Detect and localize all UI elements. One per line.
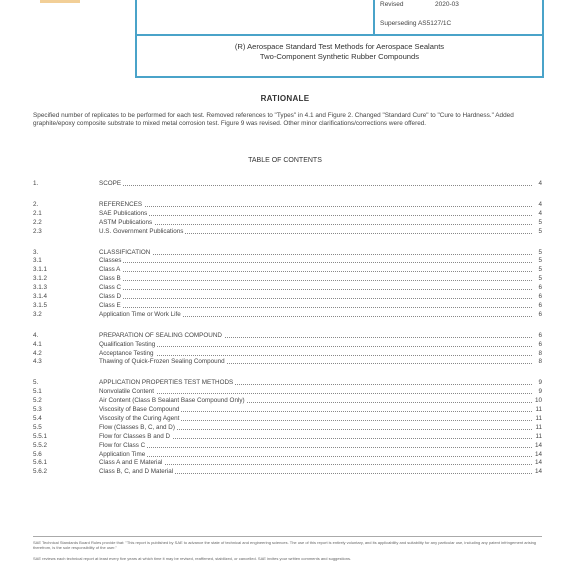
- revised-label: Revised: [380, 1, 404, 8]
- toc-entry[interactable]: [33, 302, 542, 310]
- toc-leader-dots: [99, 355, 532, 356]
- toc-entry[interactable]: [33, 406, 542, 414]
- toc-entry-number: 3.1.3: [33, 284, 48, 292]
- toc-entry-page: 5: [538, 275, 542, 283]
- toc-entry-title: Classes: [99, 257, 122, 265]
- toc-leader-dots: [99, 262, 532, 263]
- toc-entry-title: Nonvolatile Content: [99, 388, 154, 396]
- toc-entry-number: 2.3: [33, 227, 42, 235]
- toc-leader-dots: [99, 307, 532, 308]
- toc-entry-number: 3.1.5: [33, 301, 48, 309]
- toc-entry-page: 11: [535, 432, 542, 440]
- toc-entry-number: 4.3: [33, 358, 42, 366]
- toc-entry-page: 11: [535, 423, 542, 431]
- toc-entry[interactable]: [33, 379, 542, 387]
- toc-entry-page: 10: [534, 397, 542, 405]
- toc-entry-page: 11: [535, 414, 542, 422]
- rationale-text: Specified number of replicates to be performed for each test. Removed references to "Types" in 4.1 and Figure 2. Changed "Standard Cure" to "Cure to Hardness." Added graphite/epoxy composite substrate to mixed metal corrosion test. Figure 9 was revised. Other minor clarifications/corrections were offered.: [33, 112, 514, 128]
- toc-entry[interactable]: [33, 358, 542, 366]
- toc-leader-dots: [99, 289, 532, 290]
- toc-entry-title: Class B, C, and D Material: [99, 468, 174, 476]
- toc-entry-title: Viscosity of the Curing Agent: [99, 414, 180, 422]
- toc-entry-number: 5.5.1: [33, 432, 48, 440]
- toc-entry-page: 6: [538, 331, 542, 339]
- toc-entry-number: 2.1: [33, 209, 42, 217]
- toc-entry-title: REFERENCES: [99, 200, 143, 208]
- toc-entry-number: 3.1.1: [33, 266, 48, 274]
- toc-entry-number: 3.1: [33, 257, 42, 265]
- toc-entry-title: ASTM Publications: [99, 218, 153, 226]
- toc-leader-dots: [99, 185, 532, 186]
- toc-entry-page: 5: [538, 257, 542, 265]
- toc-entry-title: Class C: [99, 284, 122, 292]
- toc-entry-number: 4.1: [33, 340, 42, 348]
- toc-entry-page: 4: [538, 200, 542, 208]
- toc-entry-page: 9: [538, 379, 542, 387]
- toc-entry-title: Acceptance Testing: [99, 349, 154, 357]
- toc-leader-dots: [99, 456, 532, 457]
- toc-entry-page: 5: [538, 248, 542, 256]
- toc-entry[interactable]: [33, 459, 542, 467]
- toc-entry-number: 5.3: [33, 406, 42, 413]
- toc-entry-page: 4: [538, 209, 542, 217]
- toc-entry-title: Class D: [99, 293, 122, 300]
- toc-entry[interactable]: [33, 388, 542, 396]
- toc-entry-number: 4.: [33, 331, 39, 339]
- toc-entry-title: U.S. Government Publications: [99, 227, 184, 235]
- toc-entry[interactable]: [33, 284, 542, 292]
- toc-entry-number: 5.4: [33, 414, 42, 422]
- toc-entry[interactable]: [33, 257, 542, 265]
- toc-leader-dots: [99, 254, 532, 255]
- toc-entry-page: 9: [538, 388, 542, 396]
- toc-entry-number: 5.1: [33, 388, 42, 396]
- toc-entry[interactable]: [33, 180, 542, 188]
- toc-entry-title: Air Content (Class B Sealant Base Compound Only): [99, 397, 245, 405]
- toc-entry[interactable]: [33, 249, 542, 257]
- toc-entry[interactable]: [33, 228, 542, 236]
- toc-entry-number: 2.2: [33, 218, 42, 226]
- toc-leader-dots: [99, 271, 532, 272]
- footer-note-1: SAE Technical Standards Board Rules provide that: "This report is published by SAE to advance the state of technical and engineering sciences. The use of this report is entirely voluntary, and its applicability and suitability for any particular use, including any patent infringement arising therefrom, is the sole responsibility of the user.": [33, 540, 537, 550]
- toc-entry-page: 14: [534, 468, 542, 476]
- toc-entry-page: 6: [538, 310, 542, 318]
- superseding-row: [380, 20, 451, 27]
- toc-entry[interactable]: [33, 332, 542, 340]
- toc-entry-title: Thawing of Quick-Frozen Sealing Compound: [99, 358, 225, 366]
- toc-entry-title: Flow for Class C: [99, 441, 146, 449]
- toc-entry-title: SCOPE: [99, 180, 122, 187]
- toc-entry[interactable]: [33, 311, 542, 319]
- title-line-1: (R) Aerospace Standard Test Methods for Aerospace Sealants: [234, 42, 445, 51]
- toc-entry[interactable]: [33, 424, 542, 432]
- revised-row: [380, 1, 459, 8]
- toc-entry[interactable]: [33, 210, 542, 218]
- toc-entry-number: 5.6: [33, 450, 42, 458]
- toc-entry[interactable]: [33, 219, 542, 227]
- toc-entry-page: 4: [538, 180, 542, 187]
- toc-entry-number: 5.5: [33, 423, 42, 431]
- toc-entry[interactable]: [33, 201, 542, 209]
- toc-entry-title: Class A and E Material: [99, 459, 163, 467]
- toc-entry[interactable]: [33, 266, 542, 274]
- toc-leader-dots: [99, 224, 532, 225]
- toc-leader-dots: [99, 298, 532, 299]
- toc-heading: TABLE OF CONTENTS: [248, 157, 322, 164]
- toc-entry-page: 11: [535, 406, 542, 413]
- toc-leader-dots: [99, 393, 532, 394]
- toc-entry-title: Class E: [99, 301, 121, 309]
- toc-entry-page: 5: [538, 218, 542, 226]
- superseding-label: Superseding AS5127/1C: [380, 20, 452, 27]
- toc-entry-title: Viscosity of Base Compound: [99, 406, 180, 413]
- toc-entry[interactable]: [33, 415, 542, 423]
- toc-entry-page: 6: [538, 293, 542, 300]
- toc-entry-page: 6: [538, 340, 542, 348]
- toc-leader-dots: [99, 215, 532, 216]
- toc-entry-title: Class B: [99, 275, 121, 283]
- toc-entry-title: PREPARATION OF SEALING COMPOUND: [99, 331, 222, 339]
- toc-entry-title: Application Time: [99, 450, 146, 458]
- toc-entry-page: 6: [538, 284, 542, 292]
- revised-value: 2020-03: [435, 1, 459, 8]
- toc-leader-dots: [99, 280, 532, 281]
- toc-entry-page: 5: [538, 266, 542, 274]
- toc-entry[interactable]: [33, 442, 542, 450]
- toc-entry-number: 3.2: [33, 310, 42, 318]
- toc-entry-title: CLASSIFICATION: [99, 248, 151, 256]
- toc-entry[interactable]: [33, 451, 542, 459]
- toc-entry-number: 5.6.1: [33, 459, 48, 467]
- toc-entry[interactable]: [33, 468, 542, 476]
- publisher-logo: [40, 0, 80, 3]
- toc-entry-title: Qualification Testing: [99, 340, 156, 348]
- toc-entry-number: 3.: [33, 248, 39, 256]
- toc-leader-dots: [99, 346, 532, 347]
- toc-leader-dots: [99, 206, 532, 207]
- toc-entry[interactable]: [33, 293, 542, 301]
- toc-entry[interactable]: [33, 275, 542, 283]
- toc-entry-number: 3.1.4: [33, 293, 48, 300]
- toc-entry[interactable]: [33, 397, 542, 405]
- toc-entry-title: Flow for Classes B and D: [99, 432, 171, 440]
- toc-entry-page: 8: [538, 358, 542, 366]
- toc-entry[interactable]: [33, 350, 542, 358]
- toc-entry-page: 5: [538, 227, 542, 235]
- document-header-box: [135, 0, 544, 78]
- toc-entry-page: 6: [538, 301, 542, 309]
- toc-entry-page: 14: [534, 459, 542, 467]
- document-title: [137, 42, 542, 62]
- toc-entry-page: 8: [538, 349, 542, 357]
- toc-entry-number: 5.: [33, 379, 39, 387]
- toc-entry-title: Flow (Classes B, C, and D): [99, 423, 175, 431]
- toc-entry-number: 5.6.2: [33, 468, 48, 476]
- toc-leader-dots: [99, 447, 532, 448]
- toc-entry-number: 5.5.2: [33, 441, 48, 449]
- toc-entry[interactable]: [33, 341, 542, 349]
- toc-entry-number: 1.: [33, 180, 39, 187]
- toc-entry-number: 4.2: [33, 349, 42, 357]
- toc-entry-title: Class A: [99, 266, 121, 274]
- rationale-heading: RATIONALE: [260, 94, 310, 103]
- header-rule: [137, 34, 542, 36]
- toc-entry-title: Application Time or Work Life: [99, 310, 181, 318]
- title-line-2: Two-Component Synthetic Rubber Compounds: [259, 52, 420, 61]
- toc-entry-number: 5.2: [33, 397, 42, 405]
- footer-rule: [33, 536, 542, 537]
- toc-entry-number: 2.: [33, 200, 39, 208]
- header-divider: [373, 0, 375, 34]
- toc-entry-page: 14: [534, 450, 542, 458]
- toc-entry-page: 14: [534, 441, 542, 449]
- toc-entry-number: 3.1.2: [33, 275, 48, 283]
- toc-entry-title: SAE Publications: [99, 209, 148, 217]
- toc-entry-title: APPLICATION PROPERTIES TEST METHODS: [99, 379, 234, 387]
- footer-note-2: SAE reviews each technical report at least every five years at which time it may be revised, reaffirmed, stabilized, or cancelled. SAE invites your written comments and suggestions.: [33, 556, 352, 561]
- toc-entry[interactable]: [33, 433, 542, 441]
